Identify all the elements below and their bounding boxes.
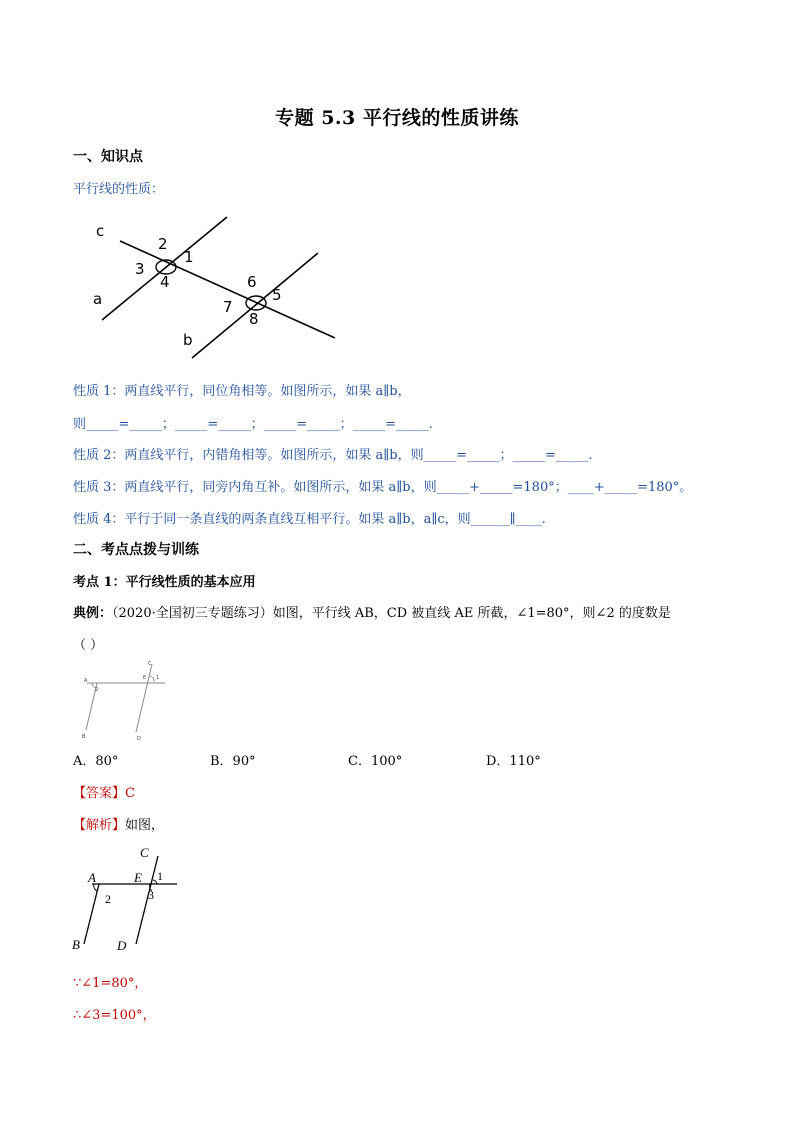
subtitle-properties: 平行线的性质：	[73, 182, 165, 197]
fig3-label-1: 1	[157, 869, 163, 883]
example-label: 典例：	[73, 606, 113, 621]
property-3: 性质 3：两直线平行，同旁内角互补。如图所示，如果 a∥b，则_____+_____=180°；____+_____=180°。	[73, 480, 693, 495]
fig3-label-B: B	[72, 937, 80, 952]
fig2-label-1: 1	[156, 675, 160, 681]
fig2-label-A: A	[84, 678, 88, 684]
angle-label-2: 2	[158, 235, 168, 253]
angle-label-6: 6	[247, 273, 257, 291]
angle-label-4: 4	[160, 273, 170, 291]
angle-label-7: 7	[223, 298, 233, 316]
line-a	[102, 217, 227, 320]
fig3-label-A: A	[88, 870, 96, 885]
answer-value: C	[125, 786, 135, 801]
fig2-label-2: 2	[95, 687, 99, 693]
angle-label-8: 8	[249, 310, 259, 328]
analysis-line	[73, 814, 164, 833]
label-c: c	[96, 222, 105, 240]
option-d: D．110°	[486, 754, 541, 769]
option-b: B．90°	[210, 754, 256, 769]
solution-step-1: ∵∠1=80°，	[73, 976, 148, 991]
example-paren: （ ）	[73, 638, 104, 653]
fig3-label-C: C	[140, 845, 149, 860]
fig3-label-D: D	[117, 938, 127, 953]
label-b: b	[183, 331, 193, 349]
angle-label-3: 3	[135, 260, 145, 278]
figure-parallel-lines	[80, 208, 350, 363]
property-1-line-2: 则_____=_____；_____=_____；_____=_____；_____=_____.	[73, 417, 433, 432]
figure-analysis	[70, 840, 185, 955]
fig2-label-D: D	[137, 736, 141, 742]
option-c: C．100°	[348, 754, 403, 769]
answer-line	[73, 782, 135, 801]
section-heading-practice: 二、考点点拨与训练	[73, 542, 199, 558]
property-2: 性质 2：两直线平行，内错角相等。如图所示，如果 a∥b，则_____=_____；_____=_____.	[73, 448, 593, 463]
section-heading-knowledge: 一、知识点	[73, 149, 143, 165]
line-b	[192, 253, 318, 358]
answer-tag: 【答案】	[73, 786, 126, 801]
page-title: 专题 5.3 平行线的性质讲练	[275, 107, 519, 129]
line-c	[120, 241, 335, 338]
figure-example	[82, 658, 172, 742]
property-1-line-1: 性质 1：两直线平行，同位角相等。如图所示，如果 a∥b，	[73, 384, 411, 399]
angle-label-5: 5	[272, 286, 282, 304]
fig2-label-E: E	[143, 675, 147, 681]
example-question	[73, 602, 671, 621]
fig2-label-C: C	[148, 661, 152, 667]
property-4: 性质 4：平行于同一条直线的两条直线互相平行。如果 a∥b，a∥c，则______∥____.	[73, 512, 546, 527]
label-a: a	[93, 290, 103, 308]
fig3-label-E: E	[134, 870, 142, 885]
analysis-text: 如图，	[125, 818, 165, 833]
kaodian-1-heading: 考点 1：平行线性质的基本应用	[73, 575, 256, 590]
option-a: A．80°	[73, 754, 119, 769]
example-text: （2020·全国初三专题练习）如图，平行线 AB，CD 被直线 AE 所截，∠1=80°，则∠2 的度数是	[112, 606, 671, 621]
fig3-label-3: 3	[148, 888, 154, 902]
fig2-label-B: B	[82, 734, 86, 740]
solution-step-2: ∴∠3=100°，	[73, 1008, 156, 1023]
angle-label-1: 1	[184, 248, 194, 266]
fig3-label-2: 2	[105, 892, 111, 906]
analysis-tag: 【解析】	[73, 818, 126, 833]
